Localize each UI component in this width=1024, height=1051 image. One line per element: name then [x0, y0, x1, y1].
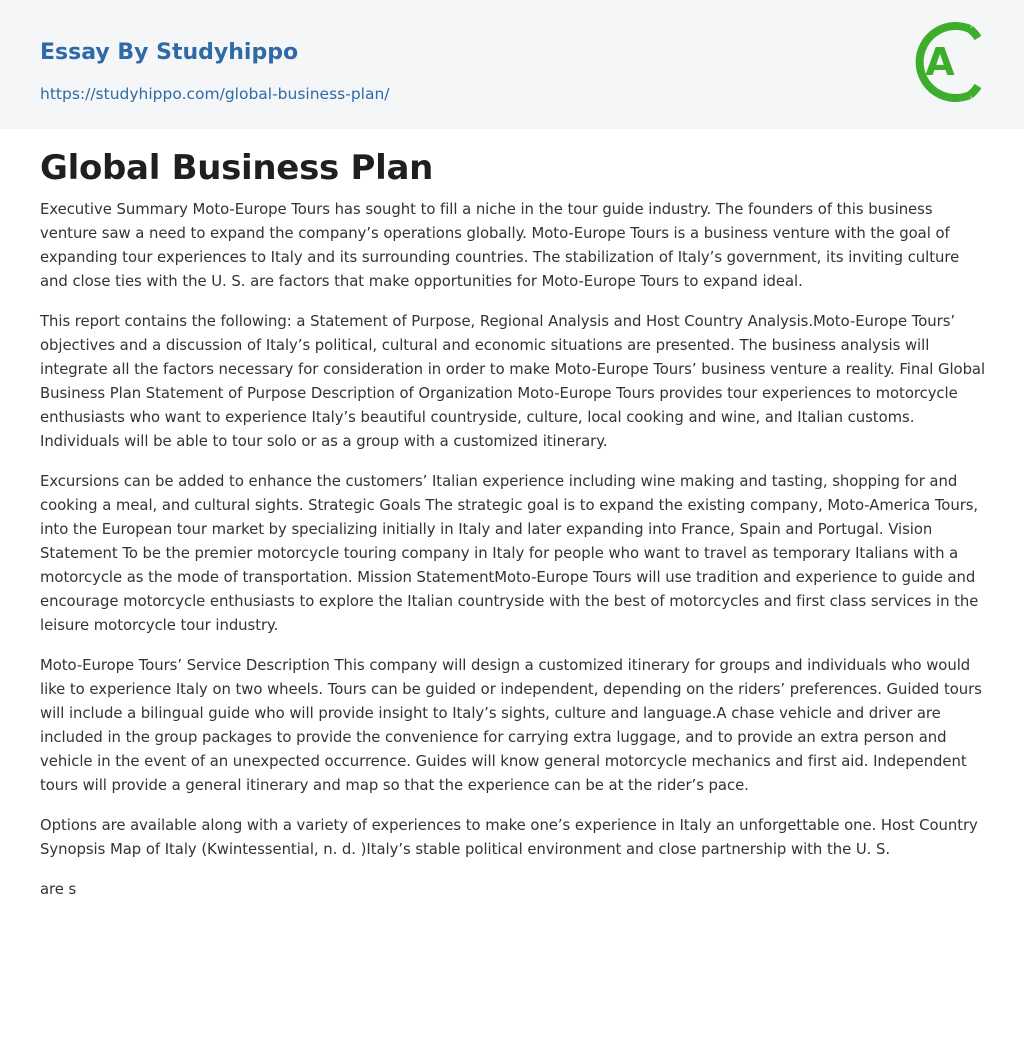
paragraph-3: Excursions can be added to enhance the customers’ Italian experience including wine making and tasting, shopping for and cooking a meal, and cultural sights. Strategic Goals The strategic goal is to expand the existing company, Moto-America Tours, into the European tour market by specializing initially in Italy and later expanding into France, Spain and Portugal. Vision Statement To be the premier motorcycle touring company in Italy for people who want to travel as temporary Italians with a motorcycle as the mode of transportation. Mission StatementMoto-Europe Tours will use tradition and experience to guide and encourage motorcycle enthusiasts to explore the Italian countryside with the best of motorcycles and first class services in the leisure motorcycle tour industry. [40, 472, 979, 634]
logo-letter: A [925, 40, 955, 84]
paragraph-6: are s [40, 880, 77, 898]
source-url-link[interactable]: https://studyhippo.com/global-business-plan/ [40, 85, 390, 103]
site-header [0, 0, 1024, 129]
brand-title: Essay By Studyhippo [40, 40, 299, 65]
paragraph-1: Executive Summary Moto-Europe Tours has sought to fill a niche in the tour guide industry. The founders of this business venture saw a need to expand the company’s operations globally. Moto-Europe Tours is a business venture with the goal of expanding tour experiences to Italy and its surrounding countries. The stabilization of Italy’s government, its inviting culture and close ties with the U. S. are factors that make opportunities for Moto-Europe Tours to expand ideal. [40, 200, 960, 290]
paragraph-2: This report contains the following: a Statement of Purpose, Regional Analysis and Host Country Analysis.Moto-Europe Tours’ objectives and a discussion of Italy’s political, cultural and economic situations are presented. The business analysis will integrate all the factors necessary for consideration in order to make Moto-Europe Tours’ business venture a reality. Final Global Business Plan Statement of Purpose Description of Organization Moto-Europe Tours provides tour experiences to motorcycle enthusiasts who want to experience Italy’s beautiful countryside, culture, local cooking and wine, and Italian customs. Individuals will be able to tour solo or as a group with a customized itinerary. [40, 312, 986, 450]
page-title: Global Business Plan [40, 148, 434, 188]
studyhippo-logo-icon[interactable] [906, 18, 990, 106]
article [40, 143, 988, 917]
paragraph-4: Moto-Europe Tours’ Service Description This company will design a customized itinerary for groups and individuals who would like to experience Italy on two wheels. Tours can be guided or independent, depending on the riders’ preferences. Guided tours will include a bilingual guide who will provide insight to Italy’s sights, culture and language.A chase vehicle and driver are included in the group packages to provide the convenience for carrying extra luggage, and to provide an extra person and vehicle in the event of an unexpected occurrence. Guides will know general motorcycle mechanics and first aid. Independent tours will provide a general itinerary and map so that the experience can be at the rider’s pace. [40, 656, 982, 794]
paragraph-5: Options are available along with a variety of experiences to make one’s experience in Italy an unforgettable one. Host Country Synopsis Map of Italy (Kwintessential, n. d. )Italy’s stable political environment and close partnership with the U. S. [40, 816, 978, 858]
